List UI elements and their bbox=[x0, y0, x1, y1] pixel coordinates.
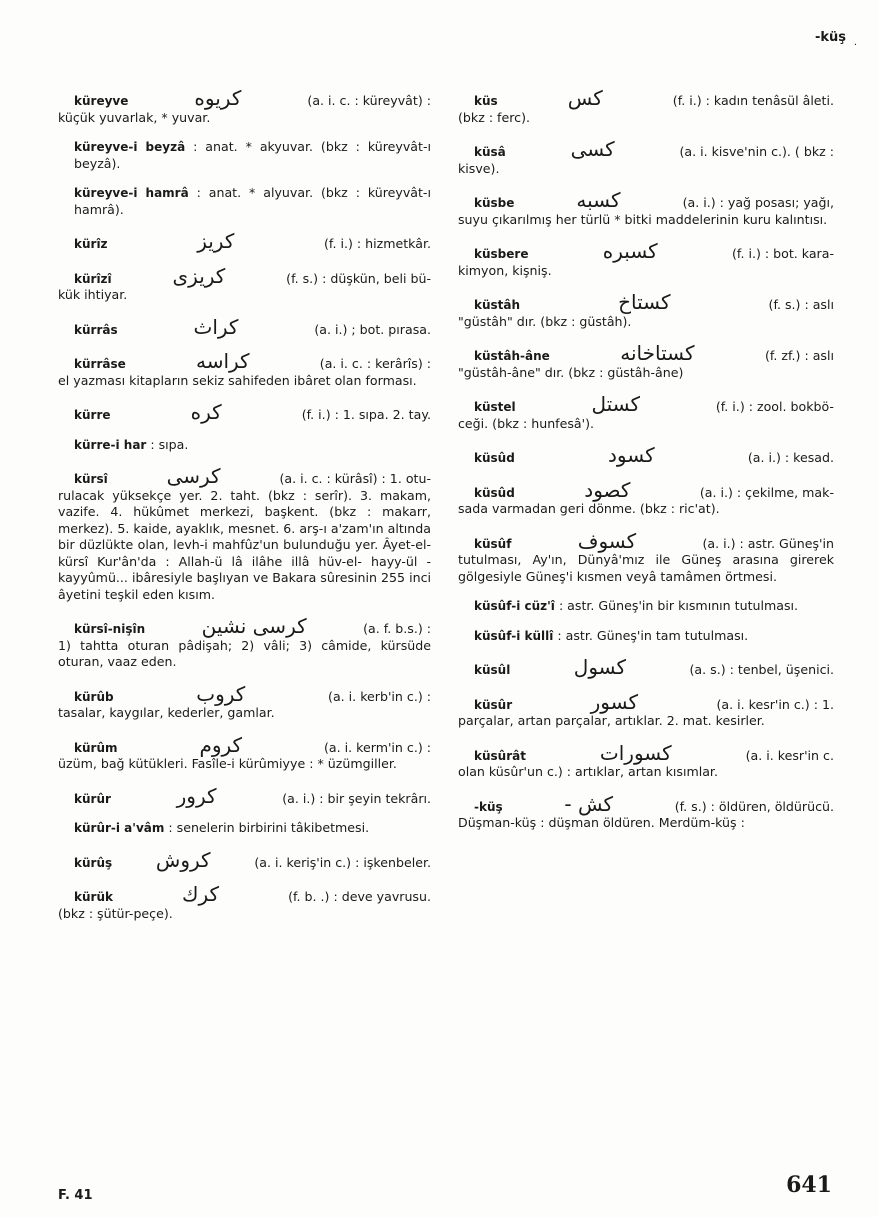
entry-head-line bbox=[458, 528, 834, 553]
dictionary-entry bbox=[58, 231, 431, 253]
entry-head-line bbox=[58, 263, 431, 288]
entry-headword: kürrâs bbox=[74, 322, 118, 337]
entry-grammar: (f. s.) : öldüren, öldürücü. bbox=[674, 798, 834, 814]
entry-definition: "güstâh" dır. (bkz : güstâh). bbox=[458, 313, 632, 329]
entry-arabic-script: كسبه bbox=[576, 188, 621, 212]
dictionary-entry bbox=[458, 241, 834, 279]
entry-grammar: (a. i. c. : kürâsî) : 1. otu- bbox=[279, 471, 431, 486]
dictionary-entry bbox=[58, 402, 431, 424]
dictionary-entry bbox=[458, 394, 834, 432]
entry-arabic-script: كسول bbox=[573, 655, 627, 679]
dictionary-entry bbox=[458, 791, 834, 832]
entry-head-line bbox=[458, 343, 834, 365]
entry-grammar: (a. i.) : kesad. bbox=[747, 450, 834, 465]
subentry bbox=[58, 185, 431, 218]
entry-headword: küsûr bbox=[474, 697, 513, 712]
entry-arabic-script: كرور bbox=[176, 783, 217, 808]
entry-grammar: (a. i. kerb'in c.) : bbox=[328, 688, 431, 704]
entry-definition: suyu çıkarılmış her türlü * bitki maddelerinin kuru kalıntısı. bbox=[458, 211, 828, 227]
entry-headword: kürîzî bbox=[74, 271, 112, 286]
dictionary-entry bbox=[58, 884, 431, 922]
entry-head-line bbox=[458, 445, 834, 467]
page-number: 641 bbox=[786, 1172, 832, 1198]
entry-arabic-script: كروب bbox=[196, 681, 246, 706]
entry-headword: küsûrât bbox=[474, 748, 526, 763]
entry-headword: kürûb bbox=[74, 689, 114, 704]
entry-definition: tasalar, kaygılar, kederler, gamlar. bbox=[58, 705, 275, 720]
footer-signature: F. 41 bbox=[58, 1188, 93, 1203]
entry-arabic-script: كسى bbox=[570, 137, 615, 161]
entry-head-line bbox=[458, 139, 834, 161]
entry-headword: küsâ bbox=[474, 145, 506, 159]
entry-headword: kürûr bbox=[74, 791, 111, 806]
entry-definition: rulacak yüksekçe yer. 2. taht. (bkz : serîr). 3. makam, vazife. 4. hükûmet merkezi, başkent. (bkz : makarr, merkez). 5. kaide, ayaklık, mesnet. 6. arş-ı a'zam'ın altında bir düzlükte olan, levh-i mahfûz'un bulunduğu yer. Âyet-el-kürsî Kur'ân'da : Allah-ü lâ ilâhe illâ hüv-el- hayy-ül -kayyûmü... ibâresiyle başlıyan ve Bakara sûresinin 255 inci âyetini teşkil eden kısım. bbox=[58, 487, 431, 602]
dictionary-entry bbox=[58, 783, 431, 808]
entry-head-line bbox=[58, 847, 431, 872]
entry-headword: kürsî-nişîn bbox=[74, 622, 146, 636]
entry-grammar: (a. i. kesr'in c. bbox=[745, 747, 834, 763]
dictionary-entry bbox=[58, 616, 431, 671]
entry-head-line bbox=[458, 791, 834, 816]
entry-arabic-script: كسود bbox=[608, 443, 655, 467]
entry-headword: -küş bbox=[474, 799, 503, 814]
entry-definition: kük ihtiyar. bbox=[58, 287, 128, 302]
entry-definition: tutulması, Ay'ın, Dünyâ'mız ile Güneş arasına girerek gölgesiyle Güneş'i kısmen veyâ tamâmen örtmesi. bbox=[458, 552, 834, 584]
subentry bbox=[58, 820, 431, 837]
dictionary-entry bbox=[58, 314, 431, 339]
entry-arabic-script: كراث bbox=[193, 314, 239, 339]
dictionary-entry bbox=[58, 351, 431, 389]
entry-head-line bbox=[58, 88, 431, 110]
entry-grammar: (f. b. .) : deve yavrusu. bbox=[288, 889, 431, 904]
entry-headword: kürük bbox=[74, 890, 113, 904]
entry-arabic-script: كره bbox=[190, 400, 222, 424]
subentry-headword: küreyve-i hamrâ bbox=[74, 186, 189, 200]
entry-head-line bbox=[458, 292, 834, 314]
entry-definition: kisve). bbox=[458, 160, 500, 176]
entry-grammar: (a. i.) ; bot. pırasa. bbox=[314, 321, 431, 337]
dictionary-entry bbox=[458, 190, 834, 228]
dictionary-entry bbox=[458, 445, 834, 467]
entry-arabic-script: كستاخانه bbox=[620, 341, 695, 365]
subentry bbox=[458, 598, 834, 615]
entry-grammar: (f. s.) : aslı bbox=[768, 297, 834, 312]
dictionary-entry bbox=[458, 689, 834, 730]
entry-grammar: (f. i.) : zool. bokbö- bbox=[715, 399, 834, 414]
entry-headword: küstâh-âne bbox=[474, 349, 550, 363]
subentry-headword: küsûf-i cüz'î bbox=[474, 599, 555, 613]
entry-arabic-script: كروم bbox=[199, 732, 243, 757]
subentry-text: : astr. Güneş'in tam tutulması. bbox=[557, 627, 749, 643]
entry-definition: olan küsûr'un c.) : artıklar, artan kısımlar. bbox=[458, 764, 718, 779]
header-mark: · bbox=[853, 40, 857, 51]
dictionary-entry bbox=[458, 139, 834, 177]
entry-grammar: (a. s.) : tenbel, üşenici. bbox=[689, 662, 834, 677]
entry-definition: "güstâh-âne" dır. (bkz : güstâh-âne) bbox=[458, 364, 684, 380]
entry-grammar: (f. zf.) : aslı bbox=[764, 348, 834, 363]
entry-definition: (bkz : ferc). bbox=[458, 109, 530, 125]
entry-definition: küçük yuvarlak, * yuvar. bbox=[58, 109, 211, 125]
entry-arabic-script: كريز bbox=[197, 229, 235, 253]
entry-head-line bbox=[458, 689, 834, 714]
entry-grammar: (a. i. kesr'in c.) : 1. bbox=[716, 696, 834, 712]
subentry-headword: küsûf-i küllî bbox=[474, 628, 554, 643]
dictionary-entry bbox=[458, 477, 834, 518]
entry-headword: kürûm bbox=[74, 740, 118, 755]
right-column bbox=[458, 88, 834, 845]
subentry-text: : anat. * akyuvar. (bkz : küreyvât-ı beyzâ). bbox=[74, 139, 431, 171]
entry-headword: küsûl bbox=[474, 663, 511, 677]
dictionary-entry bbox=[458, 88, 834, 126]
dictionary-entry bbox=[58, 466, 431, 603]
entry-grammar: (f. i.) : 1. sıpa. 2. tay. bbox=[301, 407, 431, 422]
entry-head-line bbox=[458, 394, 834, 416]
entry-grammar: (a. i. c. : küreyvât) : bbox=[307, 93, 431, 108]
subentry-headword: kürûr-i a'vâm bbox=[74, 821, 165, 835]
entry-head-line bbox=[58, 351, 431, 373]
entry-headword: küreyve bbox=[74, 94, 129, 108]
subentry-text: : sıpa. bbox=[150, 436, 189, 452]
entry-head-line bbox=[458, 657, 834, 679]
entry-head-line bbox=[458, 190, 834, 212]
subentry-headword: kürre-i har bbox=[74, 437, 147, 452]
entry-definition: parçalar, artan parçalar, artıklar. 2. mat. kesirler. bbox=[458, 713, 765, 728]
entry-definition: (bkz : şütür-peçe). bbox=[58, 905, 173, 921]
entry-definition: sada varmadan geri dönme. (bkz : ric'at). bbox=[458, 501, 720, 516]
entry-arabic-script: كستل bbox=[591, 392, 641, 416]
entry-grammar: (a. i.) : astr. Güneş'in bbox=[702, 535, 834, 551]
entry-head-line bbox=[458, 88, 834, 110]
entry-headword: küsûf bbox=[474, 536, 512, 551]
entry-head-line bbox=[458, 477, 834, 502]
entry-definition: Düşman-küş : düşman öldüren. Merdüm-küş : bbox=[458, 815, 745, 830]
entry-arabic-script: كرك bbox=[182, 882, 220, 906]
entry-grammar: (a. i.) : bir şeyin tekrârı. bbox=[282, 790, 431, 806]
entry-definition: 1) tahtta oturan pâdişah; 2) vâli; 3) câmide, kürsüde oturan, vaaz eden. bbox=[58, 637, 431, 669]
entry-arabic-script: كسوف bbox=[577, 528, 637, 553]
dictionary-entry bbox=[58, 263, 431, 304]
entry-grammar: (f. s.) : düşkün, beli bü- bbox=[286, 270, 431, 286]
dictionary-entry bbox=[58, 732, 431, 773]
dictionary-entry bbox=[458, 528, 834, 586]
entry-grammar: (a. i.) : çekilme, mak- bbox=[699, 484, 834, 500]
entry-grammar: (f. i.) : hizmetkâr. bbox=[324, 236, 431, 251]
entry-head-line bbox=[58, 732, 431, 757]
subentry-text: : senelerin birbirini tâkibetmesi. bbox=[168, 820, 370, 835]
entry-arabic-script: كريوه bbox=[194, 86, 242, 110]
entry-headword: kürûş bbox=[74, 855, 113, 870]
entry-headword: küsûd bbox=[474, 485, 515, 500]
dictionary-entry bbox=[58, 681, 431, 722]
entry-headword: kürîz bbox=[74, 237, 108, 251]
entry-headword: küsûd bbox=[474, 451, 515, 465]
entry-headword: küstâh bbox=[474, 298, 521, 312]
subentry bbox=[458, 628, 834, 645]
left-column bbox=[58, 88, 431, 935]
entry-arabic-script: كس bbox=[567, 86, 603, 110]
entry-head-line bbox=[58, 314, 431, 339]
dictionary-entry bbox=[458, 657, 834, 679]
entry-grammar: (a. i.) : yağ posası; yağı, bbox=[682, 195, 834, 210]
page-header-title: -küş bbox=[814, 30, 846, 45]
entry-head-line bbox=[458, 241, 834, 263]
entry-arabic-script: كرسى نشين bbox=[201, 614, 307, 638]
entry-arabic-script: كصود bbox=[584, 477, 631, 502]
entry-definition: el yazması kitapların sekiz sahifeden ibâret olan forması. bbox=[58, 372, 417, 388]
entry-definition: ceği. (bkz : hunfesâ'). bbox=[458, 415, 595, 431]
entry-arabic-script: كريزى bbox=[172, 263, 226, 288]
dictionary-entry bbox=[58, 847, 431, 872]
entry-headword: küs bbox=[474, 94, 498, 108]
subentry bbox=[58, 437, 431, 454]
subentry bbox=[58, 139, 431, 172]
entry-definition: kimyon, kişniş. bbox=[458, 262, 552, 278]
entry-arabic-script: كراسه bbox=[195, 349, 250, 373]
entry-arabic-script: كسور bbox=[590, 689, 638, 714]
entry-grammar: (a. i. kisve'nin c.). ( bkz : bbox=[679, 144, 834, 159]
subentry-text: : astr. Güneş'in bir kısmının tutulması. bbox=[558, 598, 799, 613]
entry-arabic-script: كروش bbox=[155, 847, 211, 872]
entry-grammar: (f. i.) : kadın tenâsül âleti. bbox=[672, 93, 834, 108]
entry-grammar: (a. i. keriş'in c.) : işkenbeler. bbox=[254, 854, 431, 870]
entry-arabic-script: كسبره bbox=[602, 239, 658, 263]
entry-arabic-script: كش - bbox=[564, 791, 613, 816]
entry-headword: küsbere bbox=[474, 247, 529, 261]
entry-headword: kürre bbox=[74, 408, 111, 422]
dictionary-entry bbox=[458, 740, 834, 781]
entry-head-line bbox=[58, 884, 431, 906]
entry-definition: üzüm, bağ kütükleri. Fasîle-i kürûmiyye : * üzümgiller. bbox=[58, 756, 397, 771]
subentry-headword: küreyve-i beyzâ bbox=[74, 140, 186, 154]
entry-grammar: (a. f. b.s.) : bbox=[363, 621, 431, 636]
entry-grammar: (f. i.) : bot. kara- bbox=[732, 246, 834, 261]
entry-head-line bbox=[58, 402, 431, 424]
entry-grammar: (a. i. kerm'in c.) : bbox=[324, 739, 431, 755]
entry-head-line bbox=[58, 783, 431, 808]
entry-head-line bbox=[58, 231, 431, 253]
entry-grammar: (a. i. c. : kerârîs) : bbox=[319, 356, 431, 371]
dictionary-entry bbox=[58, 88, 431, 126]
entry-arabic-script: كرسى bbox=[166, 464, 221, 488]
dictionary-entry bbox=[458, 292, 834, 330]
subentry-text: : anat. * alyuvar. (bkz : küreyvât-ı hamrâ). bbox=[74, 185, 431, 217]
entry-arabic-script: كستاخ bbox=[618, 290, 671, 314]
entry-head-line bbox=[58, 466, 431, 488]
dictionary-entry bbox=[458, 343, 834, 381]
entry-headword: kürrâse bbox=[74, 357, 126, 371]
entry-head-line bbox=[458, 740, 834, 765]
entry-headword: küsbe bbox=[474, 196, 515, 210]
entry-arabic-script: كسورات bbox=[599, 740, 672, 765]
entry-headword: küstel bbox=[474, 400, 516, 414]
entry-head-line bbox=[58, 681, 431, 706]
entry-head-line bbox=[58, 616, 431, 638]
entry-headword: kürsî bbox=[74, 472, 108, 486]
